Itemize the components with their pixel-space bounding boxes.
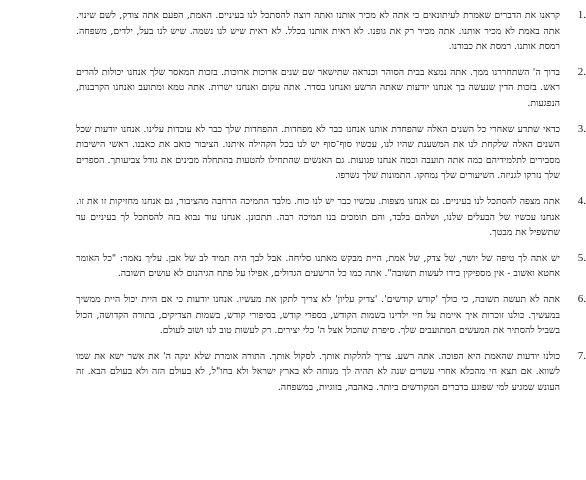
item-number: 5.	[577, 251, 586, 264]
item-number: 2.	[577, 65, 586, 78]
list-item	[76, 349, 586, 396]
item-text: ברוך ה' השתחררנו ממך. אתה נמצא בבית הסוהר וכנראה שתישאר שם שנים ארוכות ארוכות. בזכות המאסר שלך אנחנו יכולות להרים ראש. בזכות הדין שנעשה בך אנחנו יודעות שאתה הרשע ואנחנו בסדר. אתה עקום ואנחנו ישרות. אתה טמא ומתועב ואנחנו הקרבנות, הנפגעות.	[76, 66, 560, 109]
list-item	[76, 65, 586, 112]
item-text: קראנו את הדברים שאמרת לעיתונאים כי אתה לא מכיר אותנו ואתה רוצה להסתכל לנו בעיניים. האמת, הפעם אתה צודק, לשם שינוי. אתה באמת לא מכיר אותנו. אתה מכיר רק את גופנו. לא ראית אותנו בכלל. לא ראית שיש לנו נשמה. שיש לנו בעל, ילדים, משפחה. רמסת אותנו. רמסת את כבודנו.	[76, 10, 560, 53]
item-number: 1.	[577, 9, 586, 21]
item-number: 3.	[577, 122, 586, 135]
item-number: 4.	[577, 194, 586, 207]
item-text: אתה לא תעשה תשובה, כי כולך 'קודש קודשים'. 'צדיק עליון' לא צריך לתקן את מעשיו. אנחנו יודעות כי אם היית יכול היית ממשיך במעשיך. כולנו זוכרות איך איימת על חיי ילדינו בשמות הקודש, בספרי קודש, בסיפורי קודש, בשמות הצדיקים, בתורה הקדושה, הכול בשביל להסתיר את המעשים המתועבים שלך. סיפרת שהכול אצל ה' כלי יצירים. רק לעשות טוב לנו ושוב לעולם.	[76, 293, 560, 337]
item-number: 7.	[577, 349, 586, 362]
list-item	[76, 8, 586, 55]
item-text: אתה מצפה להסתכל לנו בעיניים. גם אנחנו מצפות. עכשיו כבר יש לנו כוח. מלבד התמיכה הרחבה מהציבור, גם אנחנו מחזיקות זו את זו. אנחנו עכשיו של הבעלים שלנו, ושלהם בלבד, והם תומכים בנו תמיכה רבה. תתכונן. אנחנו עוד נבוא בזה להסתכל לך בעיניים עד שתשפיל את מבטך.	[76, 195, 560, 239]
list-item	[76, 251, 586, 282]
list-item	[76, 122, 586, 184]
item-text: כדאי שתדע שאחרי כל השנים האלה שהפחדת אותנו אנחנו כבר לא מפחדות. ההפחדות שלך כבר לא עובדות עלינו. אנחנו יודעות שכל השנים האלה שלקחת לנו את המשענת שהיו לנו, עכשיו סוף־סוף יש לנו בכל הקהילה איתנו. הציבור כואב את כאבנו. ראשי הישיבות מסבירים לתלמידיהם כמה אתה תועבה וכמה אנחנו פגועות. גם האנשים שהתחילו להטעות בהתחלה מבינים את גודל צביעותך. הספרים שלך נזרקו לגניזה. השיעורים שלך נמחקו. התמונות שלך נשרפו.	[76, 123, 560, 182]
numbered-list	[76, 8, 586, 405]
item-text: יש אתה לך טיפה של יושר, של צדק, של אמת, היית מבקש מאתנו סליחה. אבל לבך היה תמיד לב של אבן. עליך נאמר: "כל האומר אחטא ואשוב - אין מספיקין בידו לעשות תשובה". אתה כמו כל הרשעים הגדולים, אפילו על פתח הגיהנום לא עושים תשובה.	[76, 252, 560, 280]
item-text: כולנו יודעות שהאמת היא הפוכה. אתה רשע. צריך להלקות אותך. לסקול אותך. התורה אומרת שלא ינקה ה' את אשר ישא את שמו לשווא. אם תצא חי מהכלא אחרי עשרים שנה לא תהיה לך מנוחה לא בארץ ישראל ולא בחו"ל, לא בעולם הזה ולא בעולם הבא. זה העונש שמגיע למי שפוגע בדברים המקודשים ביותר. באהבה, בזוגיות, במשפחה.	[76, 350, 560, 393]
list-item	[76, 292, 586, 339]
item-number: 6.	[577, 292, 586, 305]
list-item	[76, 194, 586, 241]
